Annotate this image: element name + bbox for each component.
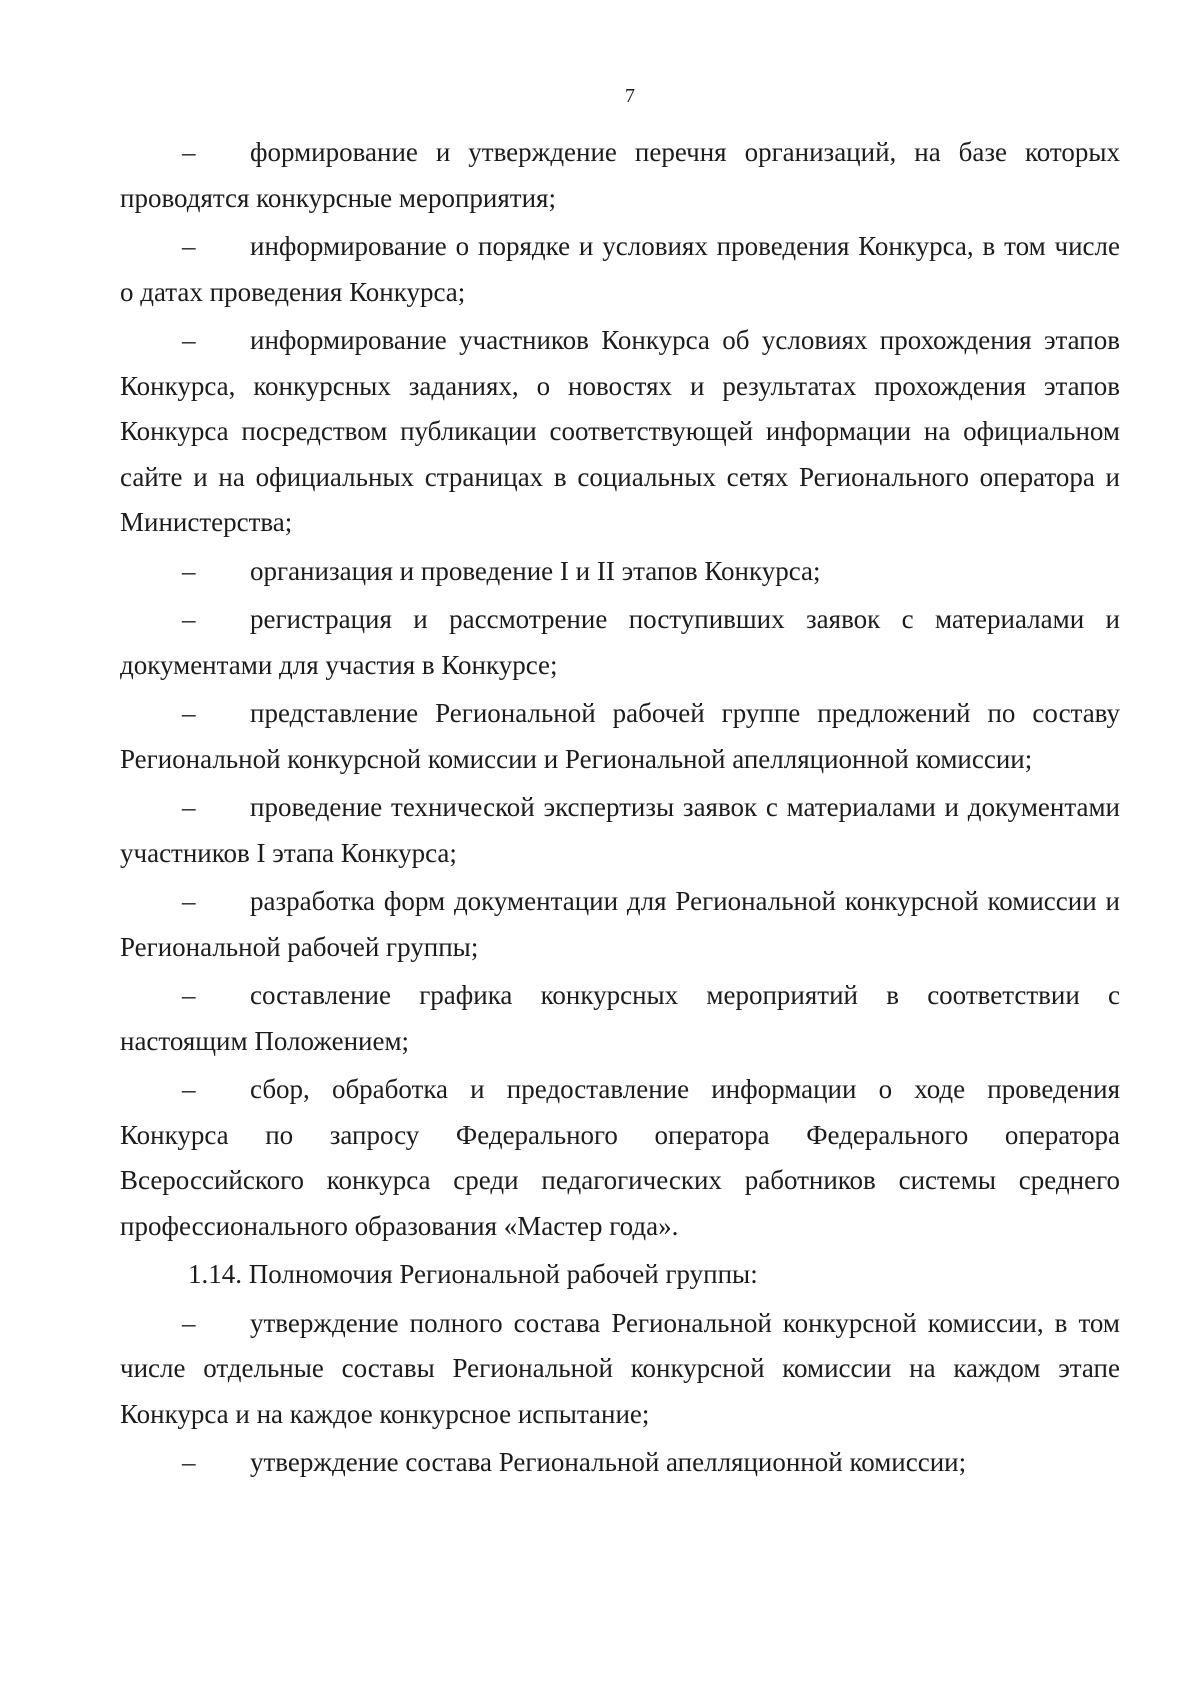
list-item xyxy=(120,1067,1120,1249)
document-body xyxy=(120,130,1120,1489)
dash-marker: – xyxy=(182,886,196,916)
list-item-text: разработка форм документации для Региональной конкурсной комиссии и Региональной рабочей группы; xyxy=(120,886,1120,962)
dash-marker: – xyxy=(182,980,196,1010)
dash-marker: – xyxy=(182,604,196,634)
list-item xyxy=(120,549,1120,595)
list-item-text: информирование участников Конкурса об условиях прохождения этапов Конкурса, конкурсных заданиях, о новостях и результатах прохождения этапов Конкурса посредством публикации соответствующей информации на официальном сайте и на официальных страницах в социальных сетях Регионального оператора и Министерства; xyxy=(120,325,1120,537)
list-item-text: утверждение состава Региональной апелляционной комиссии; xyxy=(250,1447,967,1477)
dash-marker: – xyxy=(182,1074,196,1104)
list-item xyxy=(120,130,1120,221)
list-item xyxy=(120,224,1120,315)
list-item-text: утверждение полного состава Региональной конкурсной комиссии, в том числе отдельные составы Региональной конкурсной комиссии на каждом этапе Конкурса и на каждое конкурсное испытание; xyxy=(120,1307,1120,1429)
dash-marker: – xyxy=(182,325,196,355)
list-item xyxy=(120,973,1120,1064)
dash-marker: – xyxy=(182,698,196,728)
dash-marker: – xyxy=(182,555,196,586)
list-item xyxy=(120,597,1120,688)
page-number: 7 xyxy=(625,85,635,107)
dash-marker: – xyxy=(182,231,196,261)
list-item-text: информирование о порядке и условиях проведения Конкурса, в том числе о датах проведения Конкурса; xyxy=(120,231,1120,307)
dash-marker: – xyxy=(182,137,196,167)
dash-marker: – xyxy=(182,1307,196,1338)
list-item-text: формирование и утверждение перечня организаций, на базе которых проводятся конкурсные мероприятия; xyxy=(120,137,1120,213)
list-item xyxy=(120,691,1120,782)
list-item xyxy=(120,1301,1120,1438)
list-item xyxy=(120,879,1120,970)
list-item-text: составление графика конкурсных мероприятий в соответствии с настоящим Положением; xyxy=(120,980,1120,1056)
clause-heading: 1.14. Полномочия Региональной рабочей группы: xyxy=(188,1259,758,1289)
list-item-text: сбор, обработка и предоставление информации о ходе проведения Конкурса по запросу Федерального оператора Федерального оператора Всероссийского конкурса среди педагогических работников системы среднего профессионального образования «Мастер года». xyxy=(120,1074,1120,1241)
list-item xyxy=(120,785,1120,876)
list-item-text: регистрация и рассмотрение поступивших заявок с материалами и документами для участия в Конкурсе; xyxy=(120,604,1120,680)
list-item-text: организация и проведение I и II этапов Конкурса; xyxy=(250,555,821,586)
list-item-text: представление Региональной рабочей группе предложений по составу Региональной конкурсной комиссии и Региональной апелляционной комиссии; xyxy=(120,698,1120,774)
dash-marker: – xyxy=(182,1447,196,1477)
list-item xyxy=(120,318,1120,546)
dash-marker: – xyxy=(182,792,196,822)
list-item-text: проведение технической экспертизы заявок с материалами и документами участников I этапа Конкурса; xyxy=(120,792,1120,868)
list-item xyxy=(120,1440,1120,1486)
